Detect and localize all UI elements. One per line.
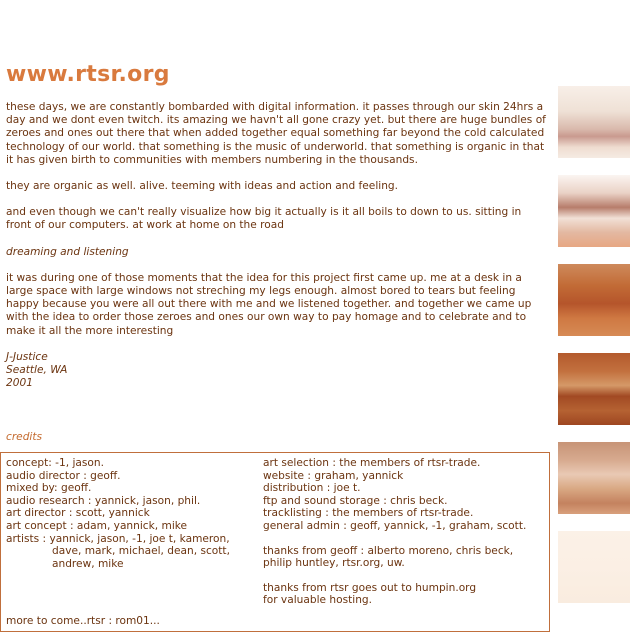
signature-name: J-Justice — [6, 350, 48, 363]
credit-line: andrew, mike — [52, 557, 124, 570]
intro-paragraph-2: they are organic as well. alive. teeming with ideas and action and feeling. — [6, 180, 399, 193]
credit-line: art director : scott, yannick — [6, 507, 150, 520]
credits-left-column — [6, 457, 256, 570]
credit-line: thanks from rtsr goes out to humpin.org — [263, 581, 477, 594]
credit-line: dave, mark, michael, dean, scott, — [52, 545, 230, 558]
credit-line: distribution : joe t. — [263, 482, 361, 495]
credit-line: for valuable hosting. — [263, 594, 373, 607]
credit-line: audio research : yannick, jason, phil. — [6, 494, 201, 507]
intro-paragraph-5: it was during one of those moments that the idea for this project first came up. me at a desk in a large space with large windows not streching my legs enough. almost bored to tears but feeling happy because you were all out there with me and we listened together. and together we came up with the idea to order those zeroes and ones our own way to pay homage and to celebrate and to make it all the more interesting — [6, 271, 532, 337]
thumbnail-3[interactable] — [558, 264, 630, 336]
credits-link[interactable]: credits — [6, 431, 43, 443]
site-title[interactable]: www.rtsr.org — [6, 62, 170, 87]
thumbnail-6[interactable] — [558, 531, 630, 603]
thumbnail-5[interactable] — [558, 442, 630, 514]
credits-box — [0, 452, 550, 632]
credit-line: tracklisting : the members of rtsr-trade. — [263, 507, 474, 520]
intro-text — [6, 101, 546, 390]
thumbnail-1[interactable] — [558, 86, 630, 158]
signature-year: 2001 — [6, 377, 33, 390]
intro-paragraph-3: and even though we can't really visualize how big it actually is it all boils to down to us. sitting in front of our computers. at work at home on the road — [6, 206, 522, 232]
credit-line: audio director : geoff. — [6, 469, 121, 482]
credit-line: art concept : adam, yannick, mike — [6, 519, 188, 532]
credit-line: thanks from geoff : alberto moreno, chris beck, — [263, 544, 514, 557]
credit-line: concept: -1, jason. — [6, 457, 104, 469]
intro-paragraph-4: dreaming and listening — [6, 245, 129, 258]
credit-line: artists : yannick, jason, -1, joe t, kameron, — [6, 532, 230, 545]
credit-line: mixed by: geoff. — [6, 482, 92, 495]
signature-city: Seattle, WA — [6, 364, 68, 377]
credit-line: website : graham, yannick — [263, 469, 404, 482]
credit-line: general admin : geoff, yannick, -1, graham, scott. — [263, 519, 527, 532]
more-to-come-text: more to come..rtsr : rom01... — [6, 615, 160, 628]
credit-line: ftp and sound storage : chris beck. — [263, 494, 448, 507]
thumbnail-strip — [558, 86, 630, 620]
thumbnail-4[interactable] — [558, 353, 630, 425]
credit-line: art selection : the members of rtsr-trade. — [263, 457, 481, 469]
credits-right-column — [263, 457, 548, 607]
intro-paragraph-1: these days, we are constantly bombarded with digital information. it passes through our skin 24hrs a day and we dont even twitch. its amazing we havn't all gone crazy yet. but there are huge bundles of zeroes and ones out there that when added together equal something far beyond the cold calculated technology of our world. that something is the music of underworld. that something is organic in that it has given birth to communities with members numbering in the thousands. — [6, 101, 546, 166]
credit-line: philip huntley, rtsr.org, uw. — [263, 557, 405, 570]
thumbnail-2[interactable] — [558, 175, 630, 247]
